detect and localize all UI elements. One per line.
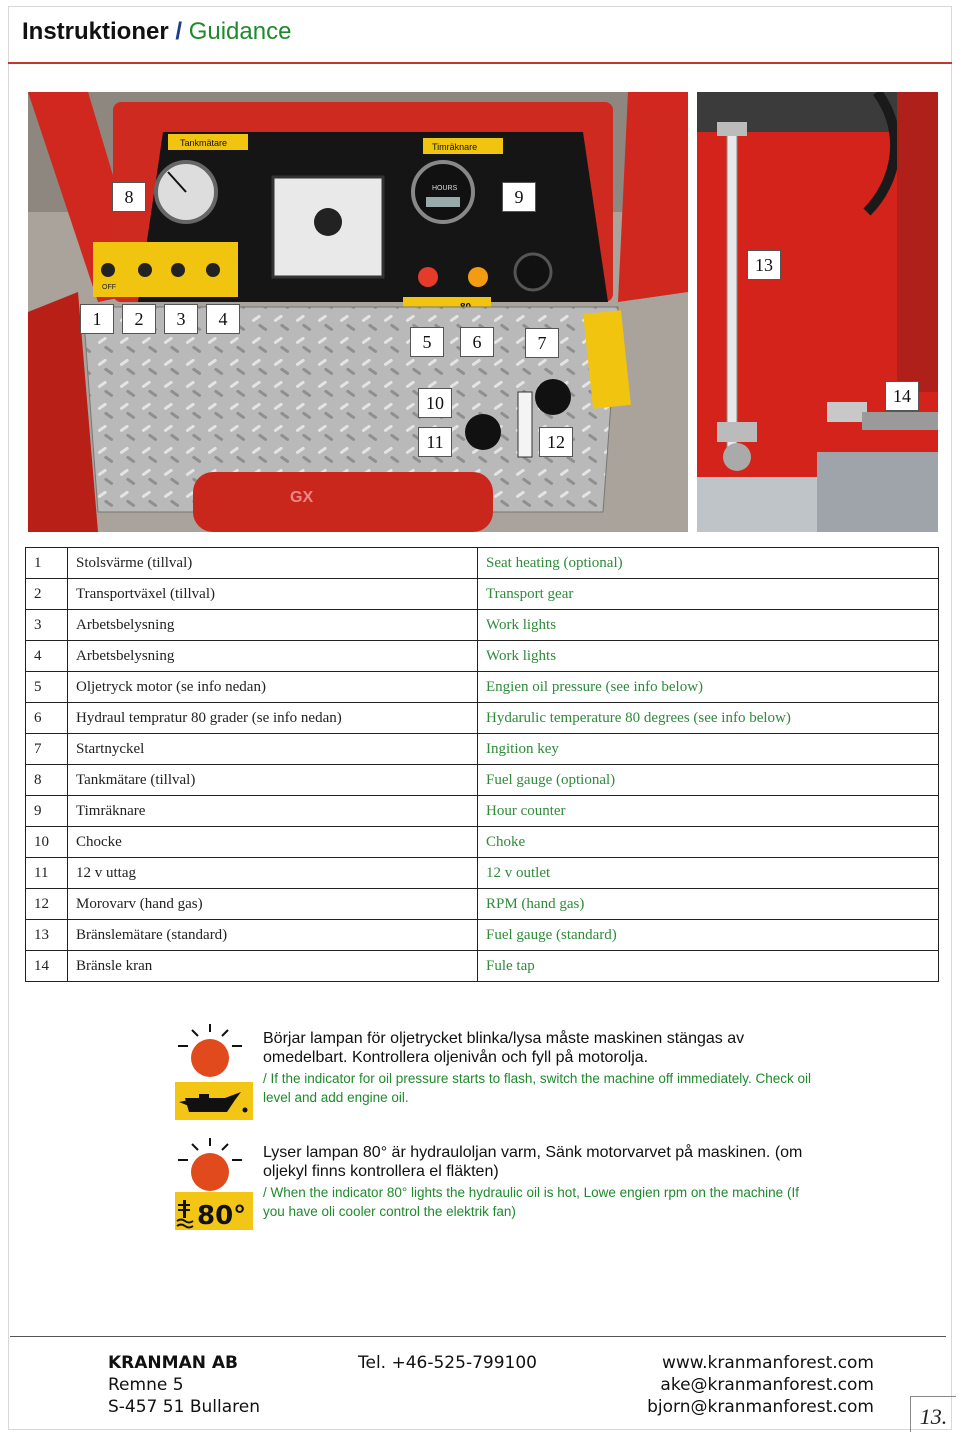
table-row: [26, 889, 939, 920]
row-number: 6: [26, 703, 68, 734]
footer-rule: [10, 1336, 946, 1337]
row-english: Choke: [478, 827, 939, 858]
oil-can-icon: [175, 1082, 253, 1120]
callout-14: 14: [885, 381, 919, 411]
row-swedish: Tankmätare (tillval): [68, 765, 478, 796]
email-link-bjorn[interactable]: bjorn@kranmanforest.com: [647, 1397, 874, 1417]
table-row: [26, 765, 939, 796]
table-row: [26, 827, 939, 858]
callout-12: 12: [539, 427, 573, 457]
website-link[interactable]: www.kranmanforest.com: [661, 1353, 874, 1373]
row-number: 11: [26, 858, 68, 889]
row-swedish: Chocke: [68, 827, 478, 858]
oil-warning-swedish: Börjar lampan för oljetrycket blinka/lysa måste maskinen stängas av omedelbart. Kontrollera oljenivån och fyll på motorolja.: [263, 1030, 745, 1066]
phone-number: Tel. +46-525-799100: [358, 1353, 537, 1373]
row-number: 5: [26, 672, 68, 703]
callout-8: 8: [112, 182, 146, 212]
row-number: 2: [26, 579, 68, 610]
warning-lamp-icon: [175, 1022, 245, 1082]
contact-links: [647, 1352, 874, 1418]
row-english: Fuel gauge (optional): [478, 765, 939, 796]
address-line-1: Remne 5: [108, 1375, 184, 1395]
callout-6: 6: [460, 327, 494, 357]
callout-4: 4: [206, 304, 240, 334]
callout-11: 11: [418, 427, 452, 457]
row-english: Engien oil pressure (see info below): [478, 672, 939, 703]
row-english: Hour counter: [478, 796, 939, 827]
row-swedish: Transportväxel (tillval): [68, 579, 478, 610]
row-swedish: Arbetsbelysning: [68, 641, 478, 672]
fuel-tank-photo: [697, 92, 938, 532]
row-swedish: Morovarv (hand gas): [68, 889, 478, 920]
table-row: [26, 548, 939, 579]
row-swedish: Bränsle kran: [68, 951, 478, 982]
row-number: 4: [26, 641, 68, 672]
table-row: [26, 672, 939, 703]
row-english: Seat heating (optional): [478, 548, 939, 579]
table-row: [26, 579, 939, 610]
parts-table-body: [26, 548, 939, 982]
title-english: Guidance: [188, 18, 292, 45]
row-english: Hydarulic temperature 80 degrees (see info below): [478, 703, 939, 734]
row-number: 8: [26, 765, 68, 796]
fuel-tank-illustration: [697, 92, 938, 532]
row-number: 1: [26, 548, 68, 579]
row-english: Ingition key: [478, 734, 939, 765]
title-swedish: Instruktioner: [22, 18, 169, 45]
row-english: Work lights: [478, 641, 939, 672]
callout-13: 13: [747, 250, 781, 280]
temp-warning-swedish: Lyser lampan 80° är hydrauloljan varm, Sänk motorvarvet på maskinen. (om oljekyl finns kontrollera el fläkten): [263, 1144, 803, 1180]
callout-7: 7: [525, 328, 559, 358]
company-name: KRANMAN AB: [108, 1353, 238, 1373]
row-swedish: Timräknare: [68, 796, 478, 827]
row-number: 13: [26, 920, 68, 951]
callout-10: 10: [418, 388, 452, 418]
callout-2: 2: [122, 304, 156, 334]
row-number: 9: [26, 796, 68, 827]
row-english: Fuel gauge (standard): [478, 920, 939, 951]
temp-warning-english: / When the indicator 80° lights the hydraulic oil is hot, Lowe engien rpm on the machine (If you have oli cooler control the elektrik fan): [263, 1185, 799, 1219]
row-english: 12 v outlet: [478, 858, 939, 889]
company-address: [108, 1352, 260, 1418]
row-swedish: Arbetsbelysning: [68, 610, 478, 641]
table-row: [26, 796, 939, 827]
callout-1: 1: [80, 304, 114, 334]
row-swedish: Bränslemätare (standard): [68, 920, 478, 951]
row-number: 12: [26, 889, 68, 920]
svg-text:OFF: OFF: [102, 284, 116, 291]
title-separator: /: [175, 18, 183, 45]
svg-text:Tankmätare: Tankmätare: [180, 138, 228, 148]
svg-text:Timräknare: Timräknare: [432, 142, 478, 152]
row-swedish: 12 v uttag: [68, 858, 478, 889]
email-link-ake[interactable]: ake@kranmanforest.com: [660, 1375, 874, 1395]
page-title: [22, 18, 291, 46]
table-row: [26, 951, 939, 982]
table-row: [26, 703, 939, 734]
row-swedish: Startnyckel: [68, 734, 478, 765]
row-english: Transport gear: [478, 579, 939, 610]
callout-9: 9: [502, 182, 536, 212]
row-english: Fule tap: [478, 951, 939, 982]
page-number: 13.: [910, 1396, 956, 1432]
row-swedish: Stolsvärme (tillval): [68, 548, 478, 579]
header-rule: [8, 62, 952, 64]
row-english: RPM (hand gas): [478, 889, 939, 920]
svg-text:HOURS: HOURS: [432, 185, 458, 192]
table-row: [26, 734, 939, 765]
temperature-80-icon: [175, 1192, 253, 1230]
row-swedish: Oljetryck motor (se info nedan): [68, 672, 478, 703]
hydraulic-temp-warning: [263, 1143, 823, 1221]
oil-pressure-warning: [263, 1029, 823, 1107]
row-swedish: Hydraul tempratur 80 grader (se info nedan): [68, 703, 478, 734]
svg-text:GX: GX: [290, 489, 314, 506]
address-line-2: S-457 51 Bullaren: [108, 1397, 260, 1417]
warning-lamp-icon: [175, 1136, 245, 1196]
row-english: Work lights: [478, 610, 939, 641]
row-number: 14: [26, 951, 68, 982]
row-number: 10: [26, 827, 68, 858]
svg-text:80°: 80°: [197, 1201, 247, 1230]
table-row: [26, 858, 939, 889]
callout-5: 5: [410, 327, 444, 357]
oil-warning-english: / If the indicator for oil pressure starts to flash, switch the machine off immediately. Check oil level and add engine oil.: [263, 1071, 811, 1105]
table-row: [26, 920, 939, 951]
row-number: 3: [26, 610, 68, 641]
table-row: [26, 610, 939, 641]
parts-table: [25, 547, 939, 982]
callout-3: 3: [164, 304, 198, 334]
table-row: [26, 641, 939, 672]
row-number: 7: [26, 734, 68, 765]
